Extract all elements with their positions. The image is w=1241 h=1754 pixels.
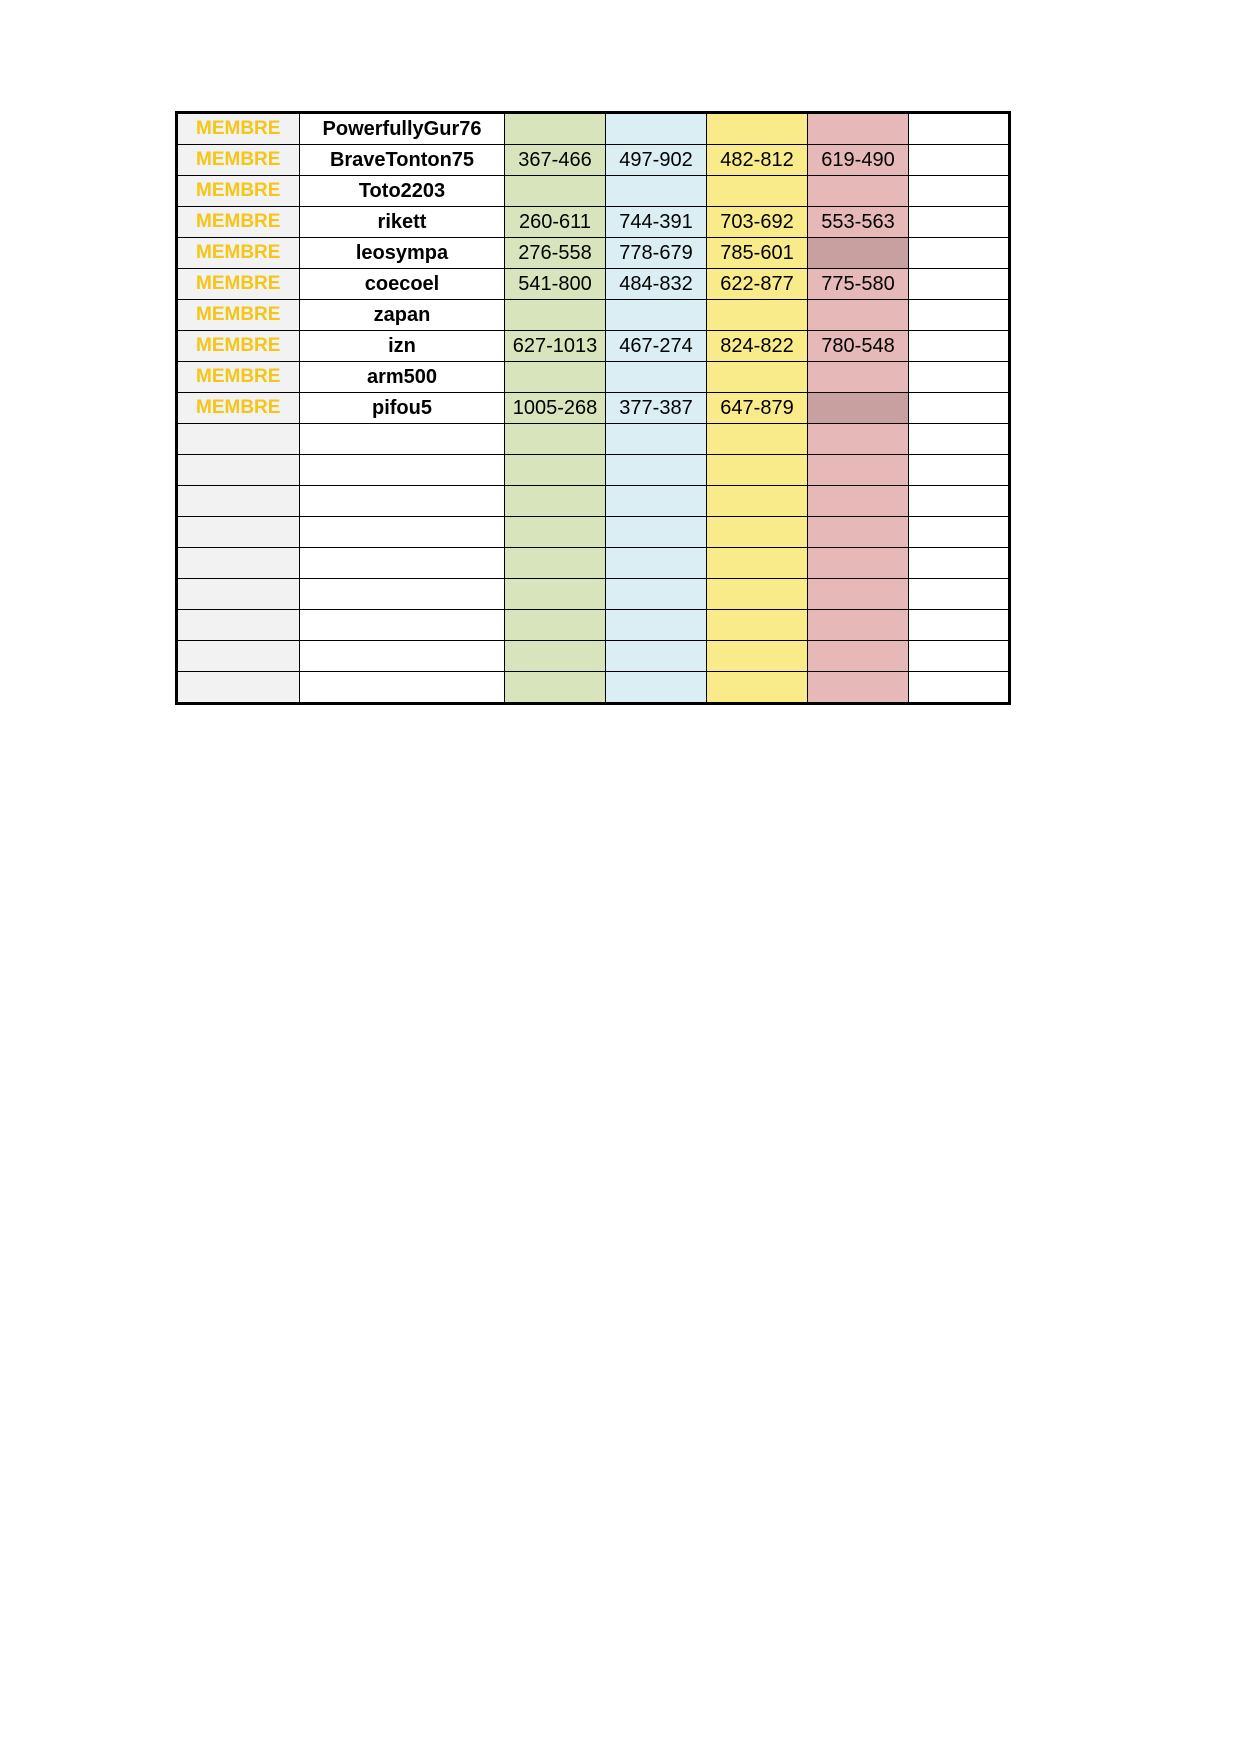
green-score-cell	[505, 176, 606, 207]
table-row	[177, 362, 1010, 393]
green-score-cell	[505, 486, 606, 517]
role-cell: MEMBRE	[177, 238, 300, 269]
yellow-score-cell	[707, 486, 808, 517]
blue-score-cell	[606, 672, 707, 704]
green-score-cell	[505, 548, 606, 579]
table-row	[177, 393, 1010, 424]
member-name-cell	[300, 455, 505, 486]
extra-cell	[909, 641, 1010, 672]
table-row	[177, 269, 1010, 300]
blue-score-cell	[606, 517, 707, 548]
role-cell	[177, 424, 300, 455]
blue-score-cell	[606, 455, 707, 486]
blue-score-cell: 484-832	[606, 269, 707, 300]
green-score-cell: 260-611	[505, 207, 606, 238]
member-name-cell: BraveTonton75	[300, 145, 505, 176]
extra-cell	[909, 548, 1010, 579]
red-score-cell	[808, 610, 909, 641]
yellow-score-cell	[707, 641, 808, 672]
table-row	[177, 145, 1010, 176]
role-cell: MEMBRE	[177, 145, 300, 176]
member-name-cell	[300, 486, 505, 517]
table-row	[177, 424, 1010, 455]
role-cell: MEMBRE	[177, 300, 300, 331]
member-name-cell	[300, 579, 505, 610]
yellow-score-cell: 482-812	[707, 145, 808, 176]
yellow-score-cell	[707, 579, 808, 610]
yellow-score-cell: 703-692	[707, 207, 808, 238]
green-score-cell	[505, 610, 606, 641]
blue-score-cell	[606, 548, 707, 579]
yellow-score-cell: 824-822	[707, 331, 808, 362]
blue-score-cell: 377-387	[606, 393, 707, 424]
table-row	[177, 579, 1010, 610]
yellow-score-cell	[707, 548, 808, 579]
member-name-cell: izn	[300, 331, 505, 362]
blue-score-cell	[606, 176, 707, 207]
red-score-cell	[808, 641, 909, 672]
green-score-cell	[505, 641, 606, 672]
blue-score-cell	[606, 579, 707, 610]
yellow-score-cell	[707, 300, 808, 331]
yellow-score-cell: 647-879	[707, 393, 808, 424]
role-cell	[177, 610, 300, 641]
extra-cell	[909, 238, 1010, 269]
green-score-cell	[505, 424, 606, 455]
blue-score-cell: 744-391	[606, 207, 707, 238]
role-cell	[177, 672, 300, 704]
role-cell: MEMBRE	[177, 362, 300, 393]
extra-cell	[909, 300, 1010, 331]
extra-cell	[909, 269, 1010, 300]
table-row	[177, 300, 1010, 331]
yellow-score-cell	[707, 176, 808, 207]
red-score-cell	[808, 393, 909, 424]
table-row	[177, 207, 1010, 238]
green-score-cell	[505, 672, 606, 704]
role-cell: MEMBRE	[177, 176, 300, 207]
yellow-score-cell: 785-601	[707, 238, 808, 269]
member-name-cell	[300, 641, 505, 672]
role-cell	[177, 486, 300, 517]
extra-cell	[909, 424, 1010, 455]
blue-score-cell: 467-274	[606, 331, 707, 362]
member-name-cell: arm500	[300, 362, 505, 393]
member-name-cell	[300, 517, 505, 548]
blue-score-cell	[606, 113, 707, 145]
member-name-cell	[300, 672, 505, 704]
member-name-cell	[300, 548, 505, 579]
red-score-cell	[808, 176, 909, 207]
role-cell	[177, 548, 300, 579]
extra-cell	[909, 517, 1010, 548]
role-cell: MEMBRE	[177, 393, 300, 424]
member-name-cell: pifou5	[300, 393, 505, 424]
table-row	[177, 641, 1010, 672]
member-name-cell: PowerfullyGur76	[300, 113, 505, 145]
red-score-cell	[808, 238, 909, 269]
member-name-cell: coecoel	[300, 269, 505, 300]
role-cell	[177, 455, 300, 486]
red-score-cell	[808, 672, 909, 704]
extra-cell	[909, 362, 1010, 393]
green-score-cell	[505, 579, 606, 610]
green-score-cell: 367-466	[505, 145, 606, 176]
member-name-cell: leosympa	[300, 238, 505, 269]
role-cell: MEMBRE	[177, 113, 300, 145]
members-table-body	[177, 113, 1010, 704]
red-score-cell	[808, 486, 909, 517]
yellow-score-cell	[707, 362, 808, 393]
red-score-cell	[808, 455, 909, 486]
table-row	[177, 331, 1010, 362]
blue-score-cell	[606, 641, 707, 672]
yellow-score-cell: 622-877	[707, 269, 808, 300]
role-cell: MEMBRE	[177, 207, 300, 238]
extra-cell	[909, 145, 1010, 176]
member-name-cell: Toto2203	[300, 176, 505, 207]
extra-cell	[909, 579, 1010, 610]
extra-cell	[909, 672, 1010, 704]
blue-score-cell: 497-902	[606, 145, 707, 176]
green-score-cell: 276-558	[505, 238, 606, 269]
yellow-score-cell	[707, 517, 808, 548]
members-table	[175, 111, 1011, 705]
red-score-cell	[808, 362, 909, 393]
green-score-cell: 627-1013	[505, 331, 606, 362]
extra-cell	[909, 113, 1010, 145]
blue-score-cell	[606, 362, 707, 393]
member-name-cell: rikett	[300, 207, 505, 238]
yellow-score-cell	[707, 424, 808, 455]
role-cell	[177, 517, 300, 548]
table-row	[177, 455, 1010, 486]
red-score-cell	[808, 517, 909, 548]
red-score-cell: 780-548	[808, 331, 909, 362]
role-cell: MEMBRE	[177, 331, 300, 362]
red-score-cell	[808, 424, 909, 455]
table-row	[177, 517, 1010, 548]
extra-cell	[909, 486, 1010, 517]
red-score-cell	[808, 113, 909, 145]
extra-cell	[909, 331, 1010, 362]
green-score-cell	[505, 113, 606, 145]
extra-cell	[909, 207, 1010, 238]
green-score-cell	[505, 517, 606, 548]
table-row	[177, 238, 1010, 269]
blue-score-cell	[606, 424, 707, 455]
blue-score-cell	[606, 610, 707, 641]
extra-cell	[909, 455, 1010, 486]
role-cell	[177, 641, 300, 672]
red-score-cell	[808, 548, 909, 579]
green-score-cell	[505, 362, 606, 393]
yellow-score-cell	[707, 672, 808, 704]
red-score-cell: 553-563	[808, 207, 909, 238]
member-name-cell: zapan	[300, 300, 505, 331]
yellow-score-cell	[707, 610, 808, 641]
red-score-cell	[808, 300, 909, 331]
red-score-cell: 619-490	[808, 145, 909, 176]
green-score-cell	[505, 300, 606, 331]
yellow-score-cell	[707, 113, 808, 145]
yellow-score-cell	[707, 455, 808, 486]
table-row	[177, 672, 1010, 704]
table-row	[177, 176, 1010, 207]
table-row	[177, 113, 1010, 145]
extra-cell	[909, 393, 1010, 424]
table-row	[177, 610, 1010, 641]
red-score-cell: 775-580	[808, 269, 909, 300]
blue-score-cell: 778-679	[606, 238, 707, 269]
member-name-cell	[300, 424, 505, 455]
role-cell	[177, 579, 300, 610]
green-score-cell	[505, 455, 606, 486]
extra-cell	[909, 610, 1010, 641]
extra-cell	[909, 176, 1010, 207]
role-cell: MEMBRE	[177, 269, 300, 300]
blue-score-cell	[606, 300, 707, 331]
green-score-cell: 541-800	[505, 269, 606, 300]
table-row	[177, 486, 1010, 517]
table-row	[177, 548, 1010, 579]
red-score-cell	[808, 579, 909, 610]
blue-score-cell	[606, 486, 707, 517]
green-score-cell: 1005-268	[505, 393, 606, 424]
member-name-cell	[300, 610, 505, 641]
